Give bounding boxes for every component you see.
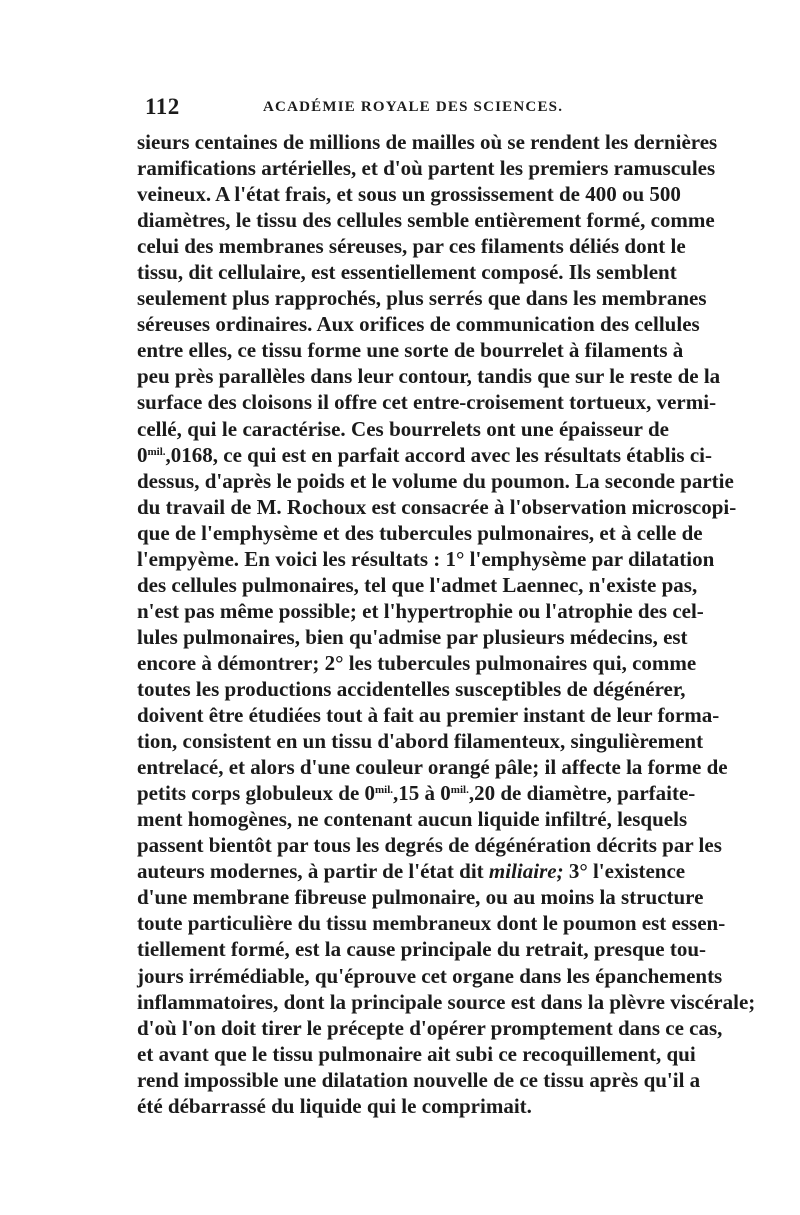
superscript-unit: mil. xyxy=(375,784,394,797)
text-line xyxy=(137,858,686,884)
text-line: surface des cloisons il offre cet entre-croisement tortueux, vermi- xyxy=(137,390,717,415)
text-line: toutes les productions accidentelles susceptibles de dégénérer, xyxy=(137,676,686,701)
text-line: doivent être étudiées tout à fait au premier instant de leur forma- xyxy=(137,703,720,728)
text-line: d'une membrane fibreuse pulmonaire, ou au moins la structure xyxy=(137,885,704,910)
text-fragment: ,15 à 0 xyxy=(393,781,451,806)
text-line: du travail de M. Rochoux est consacrée à l'observation microscopi- xyxy=(137,494,737,519)
text-line: jours irrémédiable, qu'éprouve cet organe dans les épanchements xyxy=(137,963,723,988)
text-line: été débarrassé du liquide qui le comprimait. xyxy=(137,1093,532,1118)
text-line: dessus, d'après le poids et le volume du poumon. La seconde partie xyxy=(137,468,734,493)
text-line: et avant que le tissu pulmonaire ait subi ce recoquillement, qui xyxy=(137,1041,696,1066)
superscript-unit: mil. xyxy=(450,784,469,797)
page-header xyxy=(145,94,665,124)
text-line: tiellement formé, est la cause principale du retrait, presque tou- xyxy=(137,937,707,962)
text-line: des cellules pulmonaires, tel que l'admet Laennec, n'existe pas, xyxy=(137,572,698,597)
text-line xyxy=(137,442,713,468)
text-line: sieurs centaines de millions de mailles où se rendent les dernières xyxy=(137,130,718,154)
text-fragment: 0 xyxy=(137,442,148,467)
text-line: seulement plus rapprochés, plus serrés que dans les membranes xyxy=(137,286,707,311)
text-line: ramifications artérielles, et d'où partent les premiers ramuscules xyxy=(137,156,716,181)
text-line: celui des membranes séreuses, par ces filaments déliés dont le xyxy=(137,234,686,259)
text-line: séreuses ordinaires. Aux orifices de communication des cellules xyxy=(137,312,700,337)
italic-term: miliaire; xyxy=(488,859,564,884)
text-line: que de l'emphysème et des tubercules pulmonaires, et à celle de xyxy=(137,520,703,545)
text-line xyxy=(137,780,696,806)
text-line: toute particulière du tissu membraneux dont le poumon est essen- xyxy=(137,911,726,936)
superscript-unit: mil. xyxy=(147,445,166,458)
text-fragment: ,0168, ce qui est en parfait accord avec les résultats établis ci- xyxy=(165,442,713,467)
text-line: inflammatoires, dont la principale source est dans la plèvre viscérale; xyxy=(137,989,756,1014)
text-line: passent bientôt par tous les degrés de dégénération décrits par les xyxy=(137,833,722,858)
text-line: tion, consistent en un tissu d'abord filamenteux, singulièrement xyxy=(137,729,704,754)
text-line: d'où l'on doit tirer le précepte d'opérer promptement dans ce cas, xyxy=(137,1015,723,1040)
text-fragment: petits corps globuleux de 0 xyxy=(137,781,376,806)
text-line: n'est pas même possible; et l'hypertrophie ou l'atrophie des cel- xyxy=(137,598,704,623)
text-line: encore à démontrer; 2° les tubercules pulmonaires qui, comme xyxy=(137,650,697,675)
text-line: peu près parallèles dans leur contour, tandis que sur le reste de la xyxy=(137,364,721,389)
text-line: lules pulmonaires, bien qu'admise par plusieurs médecins, est xyxy=(137,624,688,649)
body-paragraph xyxy=(137,129,756,1119)
text-line: l'empyème. En voici les résultats : 1° l'emphysème par dilatation xyxy=(137,546,715,571)
page-number: 112 xyxy=(145,94,180,119)
text-line: tissu, dit cellulaire, est essentiellement composé. Ils semblent xyxy=(137,260,677,285)
text-line: diamètres, le tissu des cellules semble entièrement formé, comme xyxy=(137,208,715,233)
text-line: entre elles, ce tissu forme une sorte de bourrelet à filaments à xyxy=(137,338,684,363)
running-head: ACADÉMIE ROYALE DES SCIENCES. xyxy=(263,99,564,115)
text-line: entrelacé, et alors d'une couleur orangé pâle; il affecte la forme de xyxy=(137,755,728,780)
text-line: cellé, qui le caractérise. Ces bourrelets ont une épaisseur de xyxy=(137,416,669,441)
text-fragment: auteurs modernes, à partir de l'état dit xyxy=(137,859,489,884)
text-line: rend impossible une dilatation nouvelle de ce tissu après qu'il a xyxy=(137,1067,701,1092)
text-fragment: 3° l'existence xyxy=(563,859,686,884)
text-line: veineux. A l'état frais, et sous un grossissement de 400 ou 500 xyxy=(137,182,681,207)
text-fragment: ,20 de diamètre, parfaite- xyxy=(468,781,696,806)
text-line: ment homogènes, ne contenant aucun liquide infiltré, lesquels xyxy=(137,807,688,832)
